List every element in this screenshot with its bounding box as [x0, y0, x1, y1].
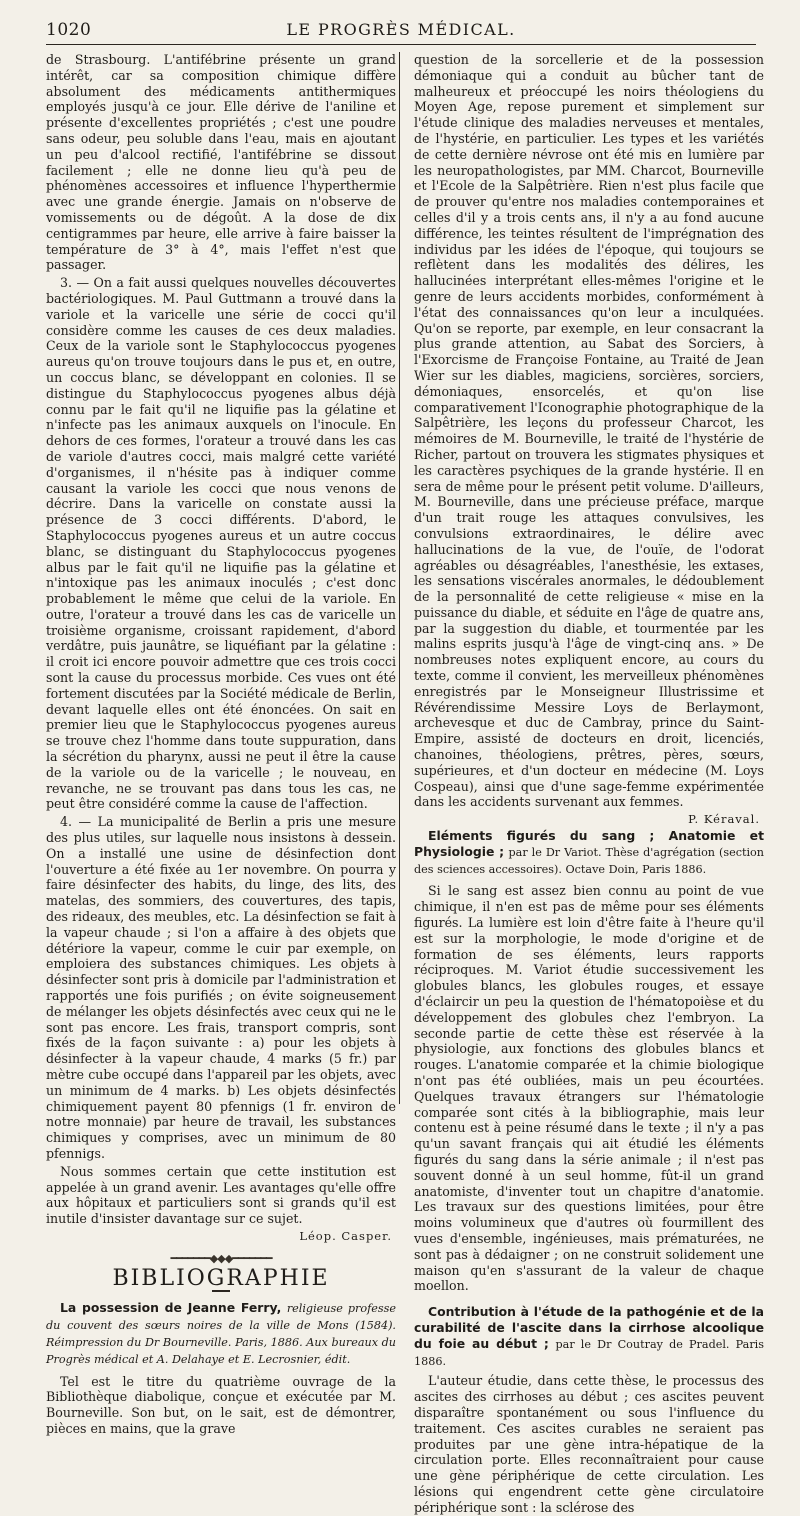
bibliography-entry-meta: par le Dr Variot. Thèse d'agrégation (section des sciences accessoires). Octave Doin, Paris 1886.: [414, 845, 764, 876]
paragraph: 3. — On a fait aussi quelques nouvelles découvertes bactériologiques. M. Paul Guttmann a trouvé dans la variole et la varicelle une série de cocci qu'il considère comme les causes de ces deux maladies. Ceux de la variole sont le Staphylococcus pyogenes aureus qu'on trouve toujours dans le pus et, en outre, un coccus blanc, se développant en colonies. Il se distingue du Staphylococcus pyogenes albus déjà connu par le fait qu'il ne liquifie pas la gélatine et n'infecte pas les animaux auxquels on l'inocule. En dehors de ces formes, l'orateur a trouvé dans les cas de variole d'autres cocci, mais malgré cette variété d'organismes, il n'hésite pas à indiquer comme causant la variole les cocci que nous venons de décrire. Dans la varicelle on constate aussi la présence de 3 cocci différents. D'abord, le Staphylococcus pyogenes aureus et un autre coccus blanc, se distinguant du Staphylococcus pyogenes albus par le fait qu'il ne liquifie pas la gélatine et n'intoxique pas les animaux inoculés ; c'est donc probablement le même que celui de la variole. En outre, l'orateur a trouvé dans les cas de varicelle un troisième organisme, croissant rapidement, d'abord verdâtre, puis jaunâtre, se liquéfiant par la gélatine : il croit ici encore pouvoir admettre que ces trois cocci sont la cause du processus morbide. Ces vues ont été fortement discutées par la Société médicale de Berlin, devant laquelle elles ont été énoncées. On sait en premier lieu que le Staphylococcus pyogenes aureus se trouve chez l'homme dans toute suppuration, dans la sécrétion du pharynx, aussi ne peut il être la cause de la variole ou de la varicelle ; le nouveau, en revanche, ne se trouvant pas dans tous les cas, ne peut être considéré comme la cause de l'affection.: [46, 275, 396, 812]
section-dash: [212, 1290, 230, 1292]
bibliography-entry-title: La possession de Jeanne Ferry,: [60, 1300, 282, 1316]
paragraph: de Strasbourg. L'antifébrine présente un grand intérêt, car sa composition chimique diffère absolument des médicaments antithermiques employés jusqu'à ce jour. Elle dérive de l'aniline et présente d'excellentes propriétés ; c'est une poudre sans odeur, peu soluble dans l'eau, mais en ajoutant un peu d'alcool rectifié, l'antifébrine se dissout facilement ; elle ne donne lieu qu'à peu de phénomènes accessoires et influence l'hyperthermie avec une grande énergie. Jamais on n'observe de vomissements ou de dégoût. A la dose de dix centigrammes par heure, elle arrive à faire baisser la température de 3° à 4°, mais l'effet n'est que passager.: [46, 52, 396, 273]
paragraph: Tel est le titre du quatrième ouvrage de la Bibliothèque diabolique, conçue et exécutée par M. Bourneville. Son but, on le sait, est de démontrer, pièces en mains, que la grave: [46, 1373, 396, 1436]
ornament-divider: ━━━━━━━◆◆◆━━━━━━━: [170, 1251, 272, 1265]
page-number: 1020: [46, 20, 92, 40]
page-header: [46, 20, 756, 42]
section-title: BIBLIOGRAPHIE: [112, 1265, 330, 1291]
signature: Léop. Casper.: [299, 1228, 392, 1243]
column-divider: [399, 52, 400, 1104]
paragraph: L'auteur étudie, dans cette thèse, le processus des ascites des cirrhoses au début ; ces ascites peuvent disparaître spontanément ou sous l'influence du traitement. Ces ascites curables ne seraient pas produites par une gène intra-hépatique de la circulation porte. Elles reconnaîtraient pour cause une gène périphérique de cette circulation. Les lésions qui engendrent cette gène circulatoire périphérique sont : la sclérose des: [414, 1373, 764, 1515]
bibliography-entry-heading: [414, 1304, 764, 1369]
bibliography-entry-heading: [414, 828, 764, 877]
bibliography-entry-meta: religieuse professe du couvent des sœurs noires de la ville de Mons (1584). Réimpression du Dr Bourneville. Paris, 1886. Aux bureaux du Progrès médical et A. Delahaye et E. Lecrosnier, édit.: [46, 1302, 396, 1366]
paragraph: question de la sorcellerie et de la possession démoniaque qui a conduit au bûcher tant de malheureux et préoccupé les noirs théologiens du Moyen Age, repose purement et simplement sur l'étude clinique des maladies nerveuses et mentales, de l'hystérie, en particulier. Les types et les variétés de cette dernière névrose ont été mis en lumière par les neuropathologistes, par MM. Charcot, Bourneville et l'Ecole de la Salpêtrière. Rien n'est plus facile que de prouver qu'entre nos maladies contemporaines et celles d'il y a trois cents ans, il n'y a au fond aucune différence, les teintes résultent de l'imprégnation des individus par les idées de l'époque, qui toujours se reflètent dans les modalités des délires, les hallucinées interprétant elles-mêmes l'origine et le genre de leurs accidents morbides, conformément à l'état des connaissances qu'on leur a inculquées. Qu'on se reporte, par exemple, en leur consacrant la plus grande attention, au Sabat des Sorciers, à l'Exorcisme de Françoise Fontaine, au Traité de Jean Wier sur les diables, magiciens, sorcières, sorciers, démoniaques, ensorcelés, et qu'on lise comparativement l'Iconographie photographique de la Salpêtrière, les leçons du professeur Charcot, les mémoires de M. Bourneville, le traité de l'hystérie de Richer, partout on trouvera les stigmates physiques et les caractères psychiques de la grande hystérie. Il en sera de même pour le présent petit volume. D'ailleurs, M. Bourneville, dans une précieuse préface, marque d'un trait rouge les attaques convulsives, les convulsions extraordinaires, le délire avec hallucinations de la vue, de l'ouïe, de l'odorat agréables ou désagréables, l'anesthésie, les extases, les sensations viscérales anormales, le dédoublement de la personnalité de cette religieuse « mise en la puissance du diable, et séduite en l'âge de quatre ans, par la suggestion du diable, et tourmentée par les malins esprits jusqu'à l'âge de vingt-cinq ans. » De nombreuses notes expliquent encore, au cours du texte, comme il convient, les merveilleux phénomènes enregistrés par le Monseigneur Illustrissime et Révérendissime Messire Loys de Berlaymont, archevesque et duc de Cambray, prince du Saint-Empire, assisté de docteurs en droit, licenciés, chanoines, théologiens, prêtres, pères, sœurs, supérieures, et d'un docteur en médecine (M. Loys Cospeau), ainsi que d'une sage-femme expérimentée dans les accidents survenant aux femmes.: [414, 52, 764, 810]
paragraph: Si le sang est assez bien connu au point de vue chimique, il n'en est pas de même pour ses éléments figurés. La lumière est loin d'être faite à l'heure qu'il est sur la morphologie, le mode d'origine et de formation de ses éléments, leurs rapports réciproques. M. Variot étudie successivement les globules blancs, les globules rouges, et essaye d'éclaircir un peu la question de l'hématopoièse et du développement des globules chez l'embryon. La seconde partie de cette thèse est réservée à la physiologie, aux fonctions des globules blancs et rouges. L'anatomie comparée et la chimie biologique n'ont pas été oubliées, mais un peu écourtées. Quelques travaux étrangers sur l'hématologie comparée sont cités à la bibliographie, mais leur contenu est à peine résumé dans le texte ; il n'y a pas qu'un savant français qui ait étudié les éléments figurés du sang dans la série animale ; il n'est pas souvent donné à un seul homme, fût-il un grand anatomiste, d'inventer tout un chapitre d'anatomie. Les travaux sur des questions limitées, pour être moins volumineux que d'autres où fourmillent des vues d'ensemble, ingénieuses, mais prématurées, ne sont pas à dédaigner ; on ne construit solidement une maison qu'en s'assurant de la valeur de chaque moellon.: [414, 883, 764, 1294]
paragraph: 4. — La municipalité de Berlin a pris une mesure des plus utiles, sur laquelle nous insistons à dessein. On a installé une usine de désinfection dont l'ouverture a été fixée au 1er novembre. On pourra y faire désinfecter des habits, du linge, des lits, des matelas, des sommiers, des couvertures, des tapis, des rideaux, des meubles, etc. La désinfection se fait à la vapeur chaude ; si l'on a affaire à des objets que détériore la vapeur, comme le cuir par exemple, on emploiera des substances chimiques. Les objets à désinfecter sont pris à domicile par l'administration et rapportés une fois purifiés ; on évite soigneusement de mélanger les objets désinfectés avec ceux qui ne le sont pas encore. Les frais, transport compris, sont fixés de la façon suivante : a) pour les objets à désinfecter à la vapeur chaude, 4 marks (5 fr.) par mètre cube occupé dans l'appareil par les objets, avec un minimum de 4 marks. b) Les objets désinfectés chimiquement payent 80 pfennigs (1 fr. environ de notre monnaie) par heure de travail, les substances chimiques y comprises, avec un minimum de 80 pfennigs.: [46, 814, 396, 1161]
bibliography-entry-title: Contribution à l'étude de la pathogénie et de la curabilité de l'ascite dans la cirrhose alcoolique du foie au début ;: [414, 1304, 764, 1351]
running-title: LE PROGRÈS MÉDICAL.: [286, 20, 516, 39]
bibliography-entry-title: Eléments figurés du sang ; Anatomie et Physiologie ;: [414, 828, 764, 859]
bibliography-entry-heading: [46, 1300, 396, 1367]
bibliography-entry-meta: par le Dr Coutray de Pradel. Paris 1886.: [414, 1337, 764, 1368]
right-column: [414, 52, 764, 1516]
signature: P. Kéraval.: [688, 812, 760, 827]
paragraph: Nous sommes certain que cette institution est appelée à un grand avenir. Les avantages qu'elle offre aux hôpitaux et particuliers sont si grands qu'il est inutile d'insister davantage sur ce sujet.: [46, 1163, 396, 1227]
left-column: [46, 52, 396, 1437]
header-rule: [46, 44, 756, 45]
